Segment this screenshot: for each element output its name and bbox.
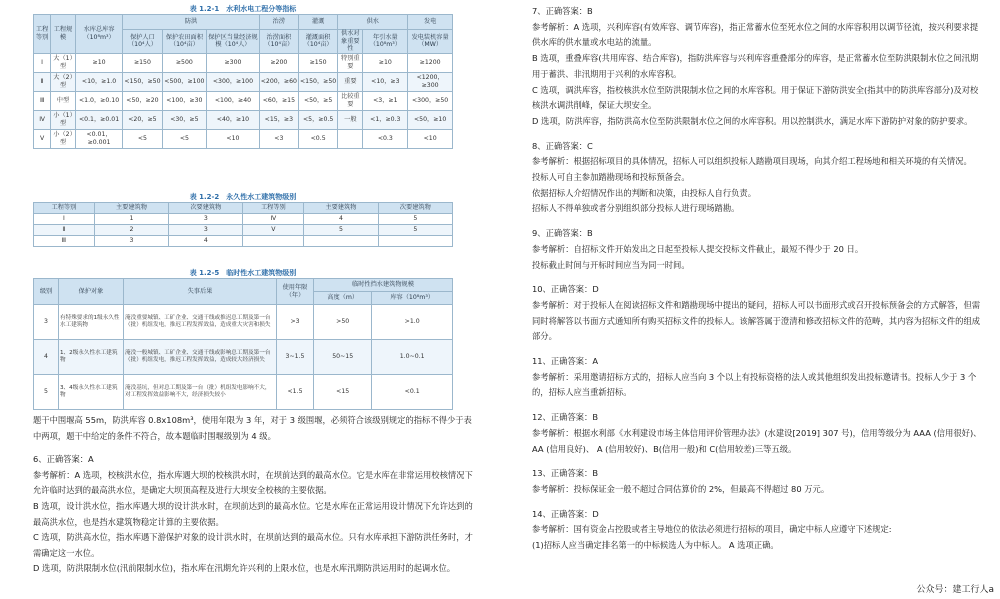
table-cell: ≥150 — [123, 53, 162, 72]
col-header: 水库总库容（10⁸m³） — [75, 15, 123, 54]
table-cell: 2 — [94, 225, 168, 236]
table-cell: <100，≥30 — [162, 91, 207, 110]
table-cell: <300，≥100 — [207, 72, 260, 91]
paragraph: 投标截止时间与开标时间应当为同一时间。 — [532, 259, 690, 270]
table-cell: Ⅲ — [34, 236, 95, 247]
table-cell: <300，≥50 — [408, 91, 453, 110]
table-cell: ≥150 — [299, 53, 338, 72]
table-cell: <0.5 — [299, 129, 338, 148]
table-cell — [243, 236, 304, 247]
table-cell: 淹没基坑，但对总工期及第一台（批）机组发电影响不大，对工程发挥效益影响不大，经济损失较小 — [124, 375, 277, 410]
col-header: 保护区当量经济规模（10⁴人） — [207, 30, 260, 54]
table-cell: <150，≥50 — [123, 72, 162, 91]
table-cell: <60，≥15 — [259, 91, 298, 110]
table-row — [34, 236, 453, 247]
table-row — [34, 129, 453, 148]
paragraph: 参考解析：A 选项，校核洪水位，指水库遇大坝的校核洪水时，在坝前达到的最高水位。它是水库在非常运用校核情况下允许临时达到的最高洪水位，是确定大坝顶高程及进行大坝安全校核的主要依据。 — [33, 469, 473, 496]
col-header: 主要建筑物 — [94, 203, 168, 214]
paragraph: 参考解析：国有资金占控股或者主导地位的依法必须进行招标的项目，确定中标人应遵守下述规定: — [532, 524, 892, 535]
table-temporary-building-levels — [33, 268, 453, 410]
table-caption: 表 1.2-2 永久性水工建筑物级别 — [189, 193, 297, 201]
paragraph: 参考解析：A 选项，兴利库容(有效库容、调节库容)，指正常蓄水位至死水位之间的水库容积用以调节径流，按兴利要求提供水库的供水量或水电站的流量。 — [532, 21, 979, 48]
paragraph: B 选项，重叠库容(共用库容、结合库容)，指防洪库容与兴利库容重叠部分的库容，是正常蓄水位至防洪限制水位之间汛期用于蓄洪、非汛期用于兴利的水库容积。 — [532, 53, 979, 79]
paragraph: 投标人可自主参加踏勘现场和投标预备会。 — [532, 172, 690, 183]
table-cell: Ⅰ — [34, 214, 95, 225]
answer-heading: 7、正确答案：B — [532, 6, 593, 16]
permanent-level-table — [33, 202, 453, 247]
left-explanations — [33, 413, 473, 577]
table-cell: 5 — [378, 225, 452, 236]
table-cell: 淹没一般城镇、工矿企业、交通干线或影响总工期及第一台（批）机组发电，推迟工程发挥效益，造成较大经济损失 — [124, 340, 277, 375]
col-header: 次要建筑物 — [169, 203, 243, 214]
table-cell: <10，≥3 — [363, 72, 408, 91]
group-header: 供水 — [338, 15, 408, 30]
table-row — [34, 340, 453, 375]
table-cell: 有特殊要求的1级永久性水工建筑物 — [59, 305, 124, 340]
table-cell: <50，≥5 — [299, 91, 338, 110]
col-header: 级别 — [34, 279, 59, 305]
table-cell: <0.01，≥0.001 — [75, 129, 123, 148]
table-cell: >50 — [314, 305, 372, 340]
table-cell: <40，≥10 — [207, 110, 260, 129]
answer-heading: 14、正确答案：D — [532, 508, 599, 519]
table-cell: 重要 — [338, 72, 363, 91]
table-cell: 大（1）型 — [51, 53, 76, 72]
table-cell: <3 — [259, 129, 298, 148]
col-header: 保护农田面积（10⁴亩） — [162, 30, 207, 54]
table-cell: <1，≥0.3 — [363, 110, 408, 129]
paragraph: 参考解析：采用邀请招标方式的，招标人应当向 3 个以上有投标资格的法人或其他组织发出投标邀请书。投标人少于 3 个的，招标人应当重新招标。 — [532, 371, 977, 398]
table-cell: <5 — [162, 129, 207, 148]
table-cell: <5 — [123, 129, 162, 148]
answer-heading: 9、正确答案：B — [532, 228, 593, 239]
col-header: 年引水量（10⁸m³） — [363, 30, 408, 54]
paragraph: 参考解析：投标保证金一般不超过合同估算价的 2%，但最高不得超过 80 万元。 — [532, 483, 830, 494]
temporary-level-table — [33, 278, 453, 410]
answer-heading: 8、正确答案：C — [532, 140, 593, 151]
table-cell: ≥10 — [75, 53, 123, 72]
answer-heading: 11、正确答案：A — [532, 356, 599, 367]
table-cell: 4 — [34, 340, 59, 375]
col-header: 工程等别 — [243, 203, 304, 214]
table-cell: 3 — [34, 305, 59, 340]
table-cell: <10 — [408, 129, 453, 148]
col-header: 高度（m） — [314, 292, 372, 305]
table-caption: 表 1.2-1 水利水电工程分等指标 — [189, 5, 297, 13]
table-row — [34, 72, 453, 91]
table-cell: 4 — [169, 236, 243, 247]
table-cell: <100，≥40 — [207, 91, 260, 110]
col-header: 工程规模 — [51, 15, 76, 54]
col-header: 治涝面积（10⁴亩） — [259, 30, 298, 54]
answer-heading: 10、正确答案：D — [532, 284, 599, 295]
table-cell: ≥1200 — [408, 53, 453, 72]
table-cell: 5 — [378, 214, 452, 225]
table-cell: ≥300 — [207, 53, 260, 72]
table-cell: 3 — [169, 225, 243, 236]
paragraph: D 选项，防洪限制水位(汛前限制水位)，指水库在汛期允许兴利的上限水位，也是水库汛期防洪运用时的起调水位。 — [33, 563, 456, 574]
col-header: 库容（10⁸m³） — [372, 292, 453, 305]
table-cell: 一般 — [338, 110, 363, 129]
table-cell: <0.1，≥0.01 — [75, 110, 123, 129]
group-header: 灌溉 — [299, 15, 338, 30]
table-cell: Ⅴ — [34, 129, 51, 148]
table-cell: <150，≥50 — [299, 72, 338, 91]
table-cell — [304, 236, 378, 247]
paragraph: C 选项，防洪高水位，指水库遇下游保护对象的设计洪水时，在坝前达到的最高水位。只有水库承担下游防洪任务时，才需确定这一水位。 — [33, 532, 473, 558]
table-cell: <200，≥60 — [259, 72, 298, 91]
table-cell: 比较重要 — [338, 91, 363, 110]
table-cell: 小（2）型 — [51, 129, 76, 148]
table-cell: Ⅳ — [34, 110, 51, 129]
group-header: 防洪 — [123, 15, 259, 30]
spacer — [532, 498, 982, 507]
spacer — [532, 401, 982, 410]
table-cell: 3 — [169, 214, 243, 225]
spacer — [532, 345, 982, 354]
spacer — [532, 130, 982, 139]
table-cell: 3 — [94, 236, 168, 247]
table-cell: 大（2）型 — [51, 72, 76, 91]
group-header: 治涝 — [259, 15, 298, 30]
table-row — [34, 214, 453, 225]
answer-heading: 6、正确答案：A — [33, 454, 94, 465]
paragraph: C 选项，调洪库容，指校核洪水位至防洪限制水位之间的水库容积。用于保证下游防洪安全(指其中的防洪库容部分)及对校核洪水调洪削峰，保证大坝安全。 — [532, 84, 979, 111]
table-cell: 3、4级永久性水工建筑物 — [59, 375, 124, 410]
table-cell: <50，≥10 — [408, 110, 453, 129]
right-explanations — [532, 4, 982, 554]
table-cell: <20，≥5 — [123, 110, 162, 129]
group-header: 发电 — [408, 15, 453, 30]
table-cell: ≥500 — [162, 53, 207, 72]
table-grading-indicators — [33, 4, 453, 149]
paragraph: 依据招标人介绍情况作出的判断和决策，由投标人自行负责。 — [532, 187, 757, 198]
table-cell: 1、2级永久性水工建筑物 — [59, 340, 124, 375]
paragraph: 招标人不得单独或者分别组织部分投标人进行现场踏勘。 — [532, 203, 740, 214]
table-cell: <5，≥0.5 — [299, 110, 338, 129]
table-cell: <1.5 — [277, 375, 314, 410]
table-cell: ≥10 — [363, 53, 408, 72]
table-cell: <15 — [314, 375, 372, 410]
table-row — [34, 91, 453, 110]
paragraph: 题干中围堰高 55m，防洪库容 0.8x108m³，使用年限为 3 年，对于 3 级围堰，必须符合该级别规定的指标不得少于表中两项，题干中给定的条件不符合，故本题临时围堰级别为 4 级。 — [33, 415, 472, 441]
table-cell: <15，≥3 — [259, 110, 298, 129]
answer-heading: 13、正确答案：B — [532, 468, 599, 479]
table-cell: 1.0~0.1 — [372, 340, 453, 375]
grading-table — [33, 14, 453, 149]
col-header: 灌溉面积（10⁴亩） — [299, 30, 338, 54]
col-header: 工程等别 — [34, 203, 95, 214]
table-cell: 5 — [304, 225, 378, 236]
table-cell: <3，≥1 — [363, 91, 408, 110]
paragraph: 参考解析：自招标文件开始发出之日起至投标人提交投标文件截止，最短不得少于 20 日。 — [532, 243, 864, 254]
spacer — [532, 217, 982, 226]
table-cell: 5 — [34, 375, 59, 410]
table-cell: 淹没重要城镇、工矿企业、交通干线或推迟总工期及第一台（批）机组发电，推迟工程发挥效益，造成重大灾害和损失 — [124, 305, 277, 340]
table-cell: ≥200 — [259, 53, 298, 72]
table-cell: Ⅳ — [243, 214, 304, 225]
table-row — [34, 225, 453, 236]
answer-heading: 12、正确答案：B — [532, 412, 599, 423]
col-header: 使用年限（年） — [277, 279, 314, 305]
table-cell: <500，≥100 — [162, 72, 207, 91]
table-cell — [378, 236, 452, 247]
col-header: 供水对象重要性 — [338, 30, 363, 54]
spacer — [532, 457, 982, 466]
table-row — [34, 375, 453, 410]
paragraph: 参考解析：根据水利部《水利建设市场主体信用评价管理办法》(水建设[2019] 307 号)，信用等级分为 AAA (信用很好)、 AA (信用良好)、 A (信用较好)、B(信用一般)和 C(信用较差)三等五级。 — [532, 427, 982, 454]
table-cell: <30，≥5 — [162, 110, 207, 129]
col-header: 工程等别 — [34, 15, 51, 54]
table-permanent-building-levels — [33, 192, 453, 247]
col-header: 保护对象 — [59, 279, 124, 305]
table-cell: 小（1）型 — [51, 110, 76, 129]
table-cell: 特别重要 — [338, 53, 363, 72]
table-cell: <50，≥20 — [123, 91, 162, 110]
table-cell: <1.0，≥0.10 — [75, 91, 123, 110]
table-cell: <0.1 — [372, 375, 453, 410]
col-header: 保护人口（10⁴人） — [123, 30, 162, 54]
table-cell: <10 — [207, 129, 260, 148]
table-cell: <10，≥1.0 — [75, 72, 123, 91]
spacer — [532, 273, 982, 282]
table-cell: Ⅲ — [34, 91, 51, 110]
table-cell — [338, 129, 363, 148]
table-cell: Ⅰ — [34, 53, 51, 72]
paragraph: 参考解析：根据招标项目的具体情况，招标人可以组织投标人踏勘项目现场，向其介绍工程场地和相关环境的有关情况。 — [532, 156, 972, 167]
paragraph: 参考解析：对于投标人在阅读招标文件和踏勘现场中提出的疑问，招标人可以书面形式或召开投标预备会的方式解答，但需同时将解答以书面方式通知所有购买招标文件的投标人。该解答属于澄清和修改招标文件的范畴，其内容为招标文件的组成部分。 — [532, 299, 981, 342]
table-cell: 50~15 — [314, 340, 372, 375]
footer-account-label: 公众号：建工行人a — [916, 585, 994, 595]
table-cell: Ⅱ — [34, 72, 51, 91]
col-header: 主要建筑物 — [304, 203, 378, 214]
table-row — [34, 53, 453, 72]
table-cell: 3~1.5 — [277, 340, 314, 375]
table-cell: 中型 — [51, 91, 76, 110]
table-cell: >3 — [277, 305, 314, 340]
paragraph: D 选项，防洪库容，指防洪高水位至防洪限制水位之间的水库容积。用以控制洪水，满足水库下游防护对象的防护要求。 — [532, 115, 973, 126]
col-header: 发电装机容量（MW） — [408, 30, 453, 54]
col-header: 临时性挡水建筑物规模 — [314, 279, 453, 292]
table-cell: 4 — [304, 214, 378, 225]
table-cell: <1200，≥300 — [408, 72, 453, 91]
table-caption: 表 1.2-5 临时性水工建筑物级别 — [189, 269, 297, 277]
table-row — [34, 110, 453, 129]
table-cell: >1.0 — [372, 305, 453, 340]
table-cell: Ⅴ — [243, 225, 304, 236]
col-header: 次要建筑物 — [378, 203, 452, 214]
table-row — [34, 305, 453, 340]
paragraph: (1)招标人应当确定排名第一的中标候选人为中标人。 A 选项正确。 — [532, 540, 779, 551]
col-header: 失事后果 — [124, 279, 277, 305]
table-cell: <0.3 — [363, 129, 408, 148]
paragraph: B 选项，设计洪水位，指水库遇大坝的设计洪水时，在坝前达到的最高水位。它是水库在正常运用设计情况下允许达到的最高洪水位，也是挡水建筑物稳定计算的主要依据。 — [33, 500, 473, 527]
table-cell: Ⅱ — [34, 225, 95, 236]
table-cell: 1 — [94, 214, 168, 225]
